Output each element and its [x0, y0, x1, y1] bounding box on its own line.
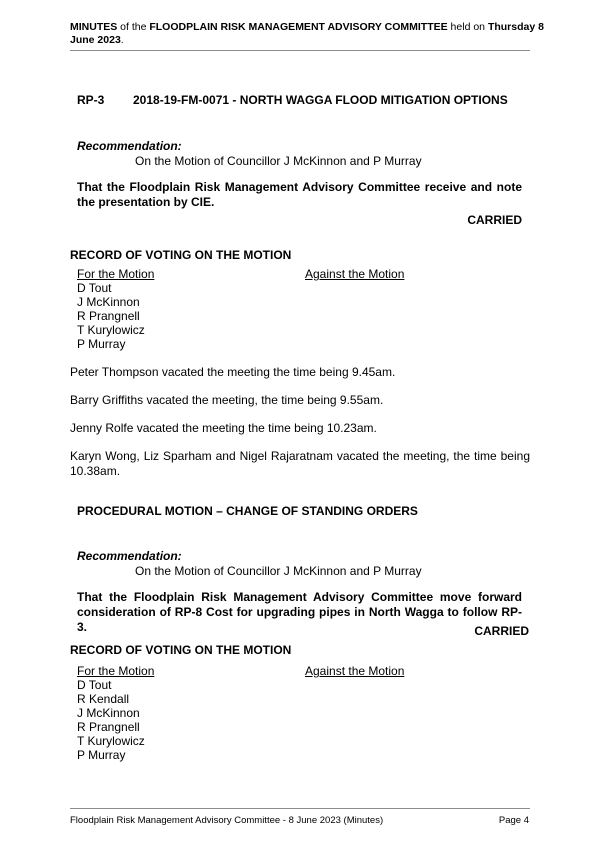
attendance-note: Peter Thompson vacated the meeting the time being 9.45am. [70, 365, 396, 379]
voter-name: R Kendall [77, 692, 130, 706]
header-date-part2: June 2023 [70, 34, 121, 46]
moved-by: On the Motion of Councillor J McKinnon and P Murray [135, 564, 422, 578]
voter-name: T Kurylowicz [77, 323, 145, 337]
header-divider [70, 50, 530, 51]
header-of-the: of the [117, 21, 150, 33]
voting-heading: RECORD OF VOTING ON THE MOTION [70, 248, 292, 262]
recommendation-label: Recommendation: [77, 139, 182, 153]
voter-name: D Tout [77, 281, 112, 295]
voting-heading: RECORD OF VOTING ON THE MOTION [70, 643, 292, 657]
header-held-on: held on [447, 21, 488, 33]
voter-name: P Murray [77, 748, 126, 762]
attendance-note: Barry Griffiths vacated the meeting, the time being 9.55am. [70, 393, 384, 407]
moved-by: On the Motion of Councillor J McKinnon and P Murray [135, 154, 422, 168]
header-minutes: MINUTES [70, 21, 118, 33]
resolution-text: That the Floodplain Risk Management Advisory Committee receive and note the presentation by CIE. [77, 180, 522, 209]
carried-status: CARRIED [467, 213, 522, 227]
page-number: Page 4 [498, 815, 529, 826]
item-title: 2018-19-FM-0071 - NORTH WAGGA FLOOD MITIGATION OPTIONS [133, 93, 508, 107]
against-motion-label: Against the Motion [305, 267, 405, 281]
for-motion-label: For the Motion [77, 267, 155, 281]
footer-divider [70, 808, 530, 809]
document-header [70, 21, 544, 33]
voter-name: J McKinnon [77, 706, 140, 720]
header-date-part1: Thursday 8 [487, 21, 544, 33]
footer-text: Floodplain Risk Management Advisory Committee - 8 June 2023 (Minutes) [70, 815, 384, 826]
voter-name: T Kurylowicz [77, 734, 145, 748]
voter-name: R Prangnell [77, 720, 140, 734]
recommendation-label: Recommendation: [77, 549, 182, 563]
resolution-text: That the Floodplain Risk Management Advisory Committee move forward consideration of RP-8 Cost for upgrading pipes in North Wagga to follow RP-3. [77, 590, 522, 634]
attendance-note: Karyn Wong, Liz Sparham and Nigel Rajaratnam vacated the meeting, the time being 10.38am. [70, 449, 530, 478]
item-number: RP-3 [77, 93, 105, 107]
procedural-heading: PROCEDURAL MOTION – CHANGE OF STANDING ORDERS [77, 504, 418, 518]
header-period: . [120, 34, 124, 46]
for-motion-label: For the Motion [77, 664, 155, 678]
header-committee: FLOODPLAIN RISK MANAGEMENT ADVISORY COMMITTEE [149, 21, 448, 33]
carried-status: CARRIED [474, 624, 529, 638]
against-motion-label: Against the Motion [305, 664, 405, 678]
voter-name: J McKinnon [77, 295, 140, 309]
voter-name: R Prangnell [77, 309, 140, 323]
attendance-note: Jenny Rolfe vacated the meeting the time being 10.23am. [70, 421, 377, 435]
voter-name: D Tout [77, 678, 112, 692]
voter-name: P Murray [77, 337, 126, 351]
document-header-line2 [70, 34, 124, 46]
